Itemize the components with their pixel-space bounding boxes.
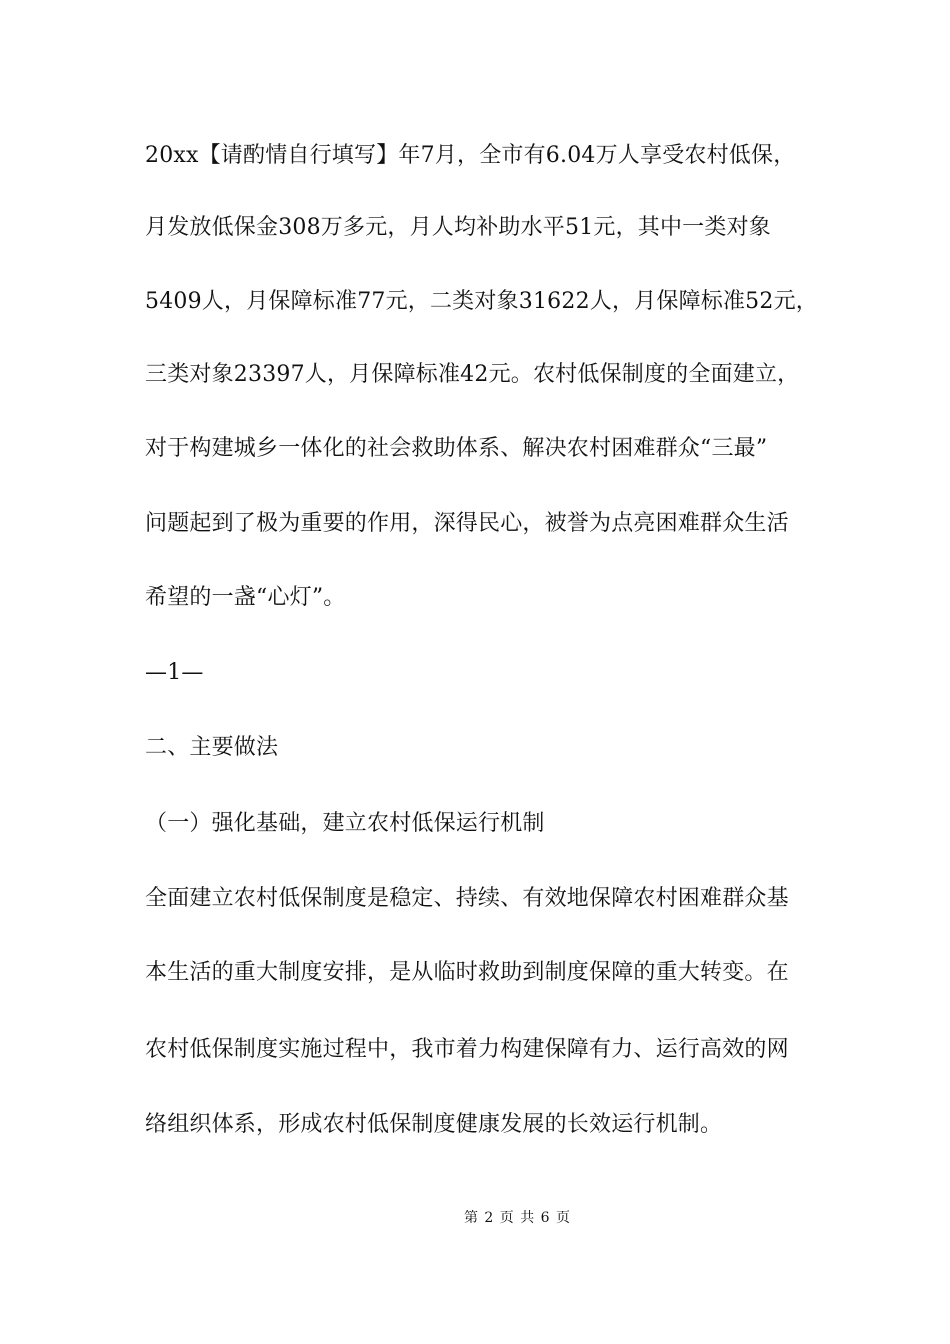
paragraph-2-line-3: 农村低保制度实施过程中，我市着力构建保障有力、运行高效的网 (145, 1037, 789, 1062)
page-footer: 第 2 页 共 6 页 (463, 1210, 572, 1226)
paragraph-1-line-4: 三类对象23397人，月保障标准42元。农村低保制度的全面建立， (145, 362, 800, 387)
paragraph-1-line-1: 20xx【请酌情自行填写】年7月，全市有6.04万人享受农村低保， (145, 143, 796, 168)
paragraph-2-line-1: 全面建立农村低保制度是稳定、持续、有效地保障农村困难群众基 (145, 886, 789, 911)
paragraph-1-line-7: 希望的一盏“心灯”。 (145, 585, 346, 610)
paragraph-2-line-2: 本生活的重大制度安排，是从临时救助到制度保障的重大转变。在 (145, 960, 789, 985)
paragraph-1-line-6: 问题起到了极为重要的作用，深得民心，被誉为点亮困难群众生活 (145, 511, 789, 536)
paragraph-2-line-4: 络组织体系，形成农村低保制度健康发展的长效运行机制。 (145, 1112, 723, 1137)
paragraph-1-line-2: 月发放低保金308万多元，月人均补助水平51元，其中一类对象 (145, 215, 771, 240)
paragraph-1-line-5: 对于构建城乡一体化的社会救助体系、解决农村困难群众“三最” (145, 436, 768, 461)
paragraph-1-line-3: 5409人，月保障标准77元，二类对象31622人，月保障标准52元， (145, 289, 818, 314)
page-marker: —1— (145, 660, 204, 685)
section-heading: 二、主要做法 (145, 735, 279, 760)
subsection-heading: （一）强化基础，建立农村低保运行机制 (145, 811, 545, 836)
